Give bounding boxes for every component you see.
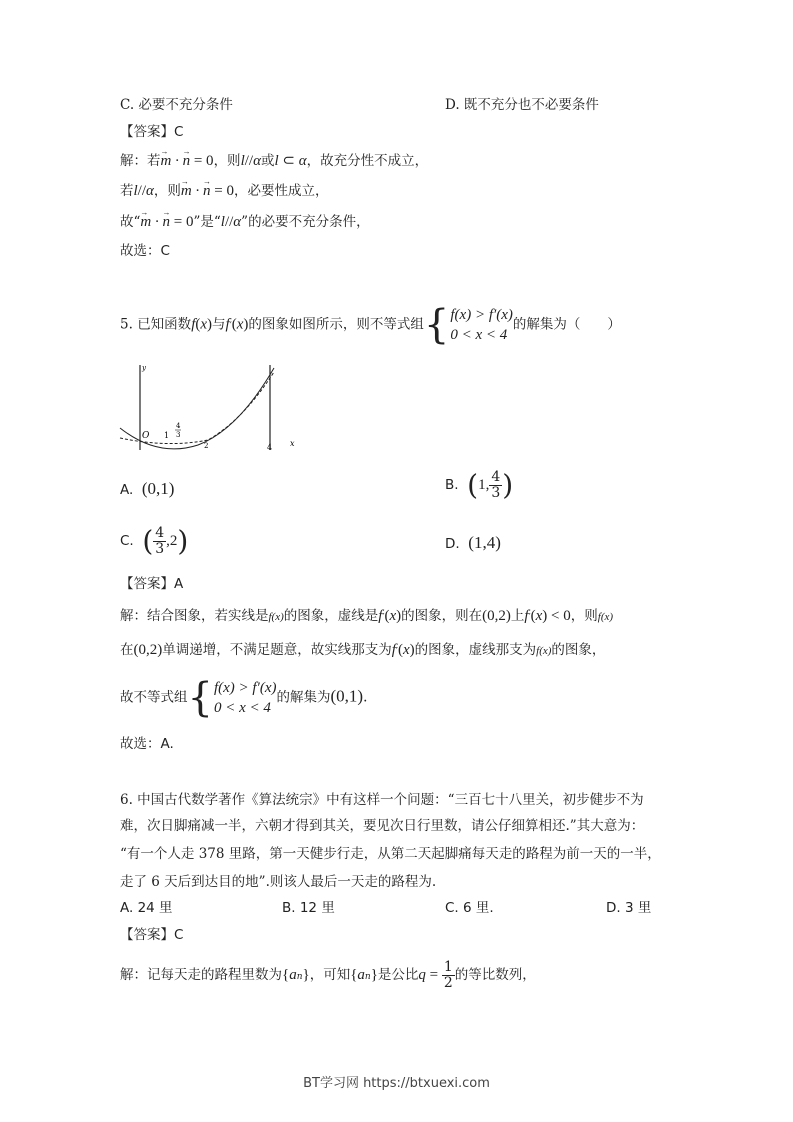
option-d: D. 既不充分也不必要条件 [445,97,599,113]
option-b: B. (1, $\frac{4}{3}$ ) [445,468,514,502]
option-c: C. 必要不充分条件 [120,97,233,113]
option-b: B. 12 里 [282,900,335,916]
solution-line: 在(0,2)单调递增，不满足题意，故实线那支为f′(x)的图象，虚线那支为f(x)的图象， [120,642,606,658]
solution-line: 解：若→ m · → n = 0，则l//α或l ⊂ α，故充分性不成立， [120,151,428,171]
x-label: x [290,439,295,448]
tick-4: 4 [267,443,273,452]
question-6-line: 走了 6 天后到达目的地”.则该人最后一天走的路程为. [120,874,437,890]
answer-label: 【答案】C [120,124,184,140]
question-6-line: “有一个人走 378 里路，第一天健步行走，从第二天起脚痛每天走的路程为前一天的一半， [120,846,661,862]
choice-line: 故选：C [120,243,170,259]
solution-line: 故不等式组{f(x) > f′(x) 0 < x < 4的解集为(0,1). [120,675,368,721]
solution-line: 解：结合图象，若实线是f(x)的图象，虚线是f′(x)的图象，则在(0,2)上f′(x) < 0，则f(x) [120,608,614,624]
option-d: D. (1,4) [445,533,501,552]
option-a: A. (0,1) [120,479,175,498]
solution-line: 若l//α，则→ m · → n = 0，必要性成立， [120,181,328,201]
option-d: D. 3 里 [606,900,652,916]
choice-line: 故选：A. [120,736,174,752]
option-c: C. ( $\frac{4}{3}$ ,2) [120,524,189,558]
answer-label: 【答案】C [120,927,184,943]
solution-line: 解：记每天走的路程里数为{an}，可知{an}是公比q = $\frac{1}{2}$ 的等比数列， [120,959,536,991]
question-6-line: 难，次日脚痛减一半，六朝才得到其关，要见次日行里数，请公仔细算相还.”其大意为： [120,818,645,834]
y-label: y [142,364,146,372]
origin-label: O [142,431,150,441]
solution-line: 故“→ m · → n = 0”是“l//α”的必要不充分条件， [120,212,370,232]
answer-label: 【答案】A [120,576,184,592]
tick-1: 1 [164,431,170,440]
footer-watermark: BT学习网 https://btxuexi.com [303,1076,490,1091]
option-a: A. 24 里 [120,900,173,916]
tick-2: 2 [204,442,209,450]
tick-frac-den: 3 [176,431,181,439]
question-5-stem: 5. 已知函数f(x)与f′(x)的图象如图所示，则不等式组{f(x) > f′(x) 0 < x < 4的解集为（ ） [120,302,621,348]
function-graph [118,360,308,460]
tick-frac-num: 4 [176,422,181,430]
option-c: C. 6 里. [445,900,494,916]
question-6-line: 6. 中国古代数学著作《算法统宗》中有这样一个问题：“三百七十八里关，初步健步不为 [120,792,644,808]
